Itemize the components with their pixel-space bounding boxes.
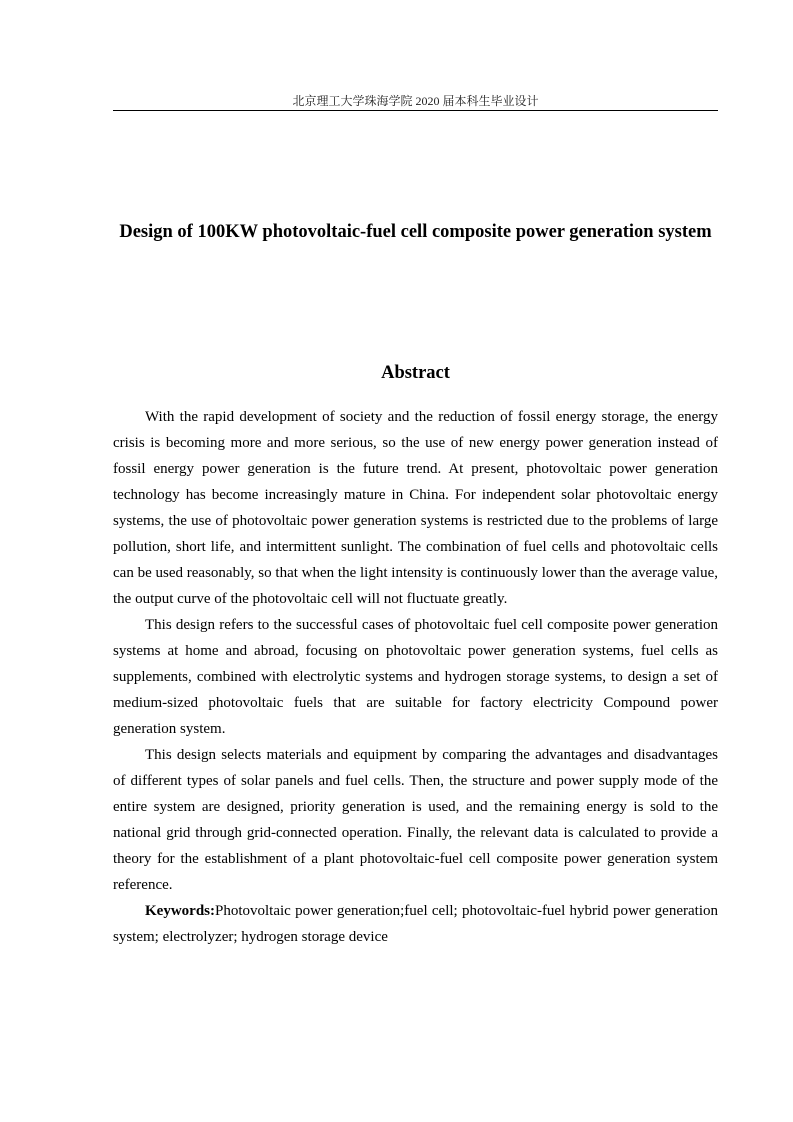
running-header: 北京理工大学珠海学院 2020 届本科生毕业设计 xyxy=(292,94,539,108)
paper-title: Design of 100KW photovoltaic-fuel cell composite power generation system xyxy=(119,222,712,242)
abstract-paragraph-1: With the rapid development of society and the reduction of fossil energy storage, the energy crisis is becoming more and more serious, so the use of new energy power generation instead of fossil energy power generation is the future trend. At present, photovoltaic power generation technology has become increasingly mature in China. For independent solar photovoltaic energy systems, the use of photovoltaic power generation systems is restricted due to the problems of large pollution, short life, and intermittent sunlight. The combination of fuel cells and photovoltaic cells can be used reasonably, so that when the light intensity is continuously lower than the average value, the output curve of the photovoltaic cell will not fluctuate greatly. xyxy=(113,409,718,607)
header-rule xyxy=(113,110,718,111)
keywords-label: Keywords: xyxy=(145,903,215,919)
abstract-body xyxy=(113,404,718,950)
keywords-text: Photovoltaic power generation;fuel cell; photovoltaic-fuel hybrid power generation system; electrolyzer; hydrogen storage device xyxy=(113,903,718,945)
keywords-line xyxy=(113,898,718,950)
abstract-paragraph-2: This design refers to the successful cases of photovoltaic fuel cell composite power generation systems at home and abroad, focusing on photovoltaic power generation systems, fuel cells as supplements, combined with electrolytic systems and hydrogen storage systems, to design a set of medium-sized photovoltaic fuels that are suitable for factory electricity Compound power generation system. xyxy=(113,617,718,737)
abstract-paragraph-3: This design selects materials and equipment by comparing the advantages and disadvantages of different types of solar panels and fuel cells. Then, the structure and power supply mode of the entire system are designed, priority generation is used, and the remaining energy is sold to the national grid through grid-connected operation. Finally, the relevant data is calculated to provide a theory for the establishment of a plant photovoltaic-fuel cell composite power generation system reference. xyxy=(113,747,718,893)
abstract-heading: Abstract xyxy=(381,363,450,383)
